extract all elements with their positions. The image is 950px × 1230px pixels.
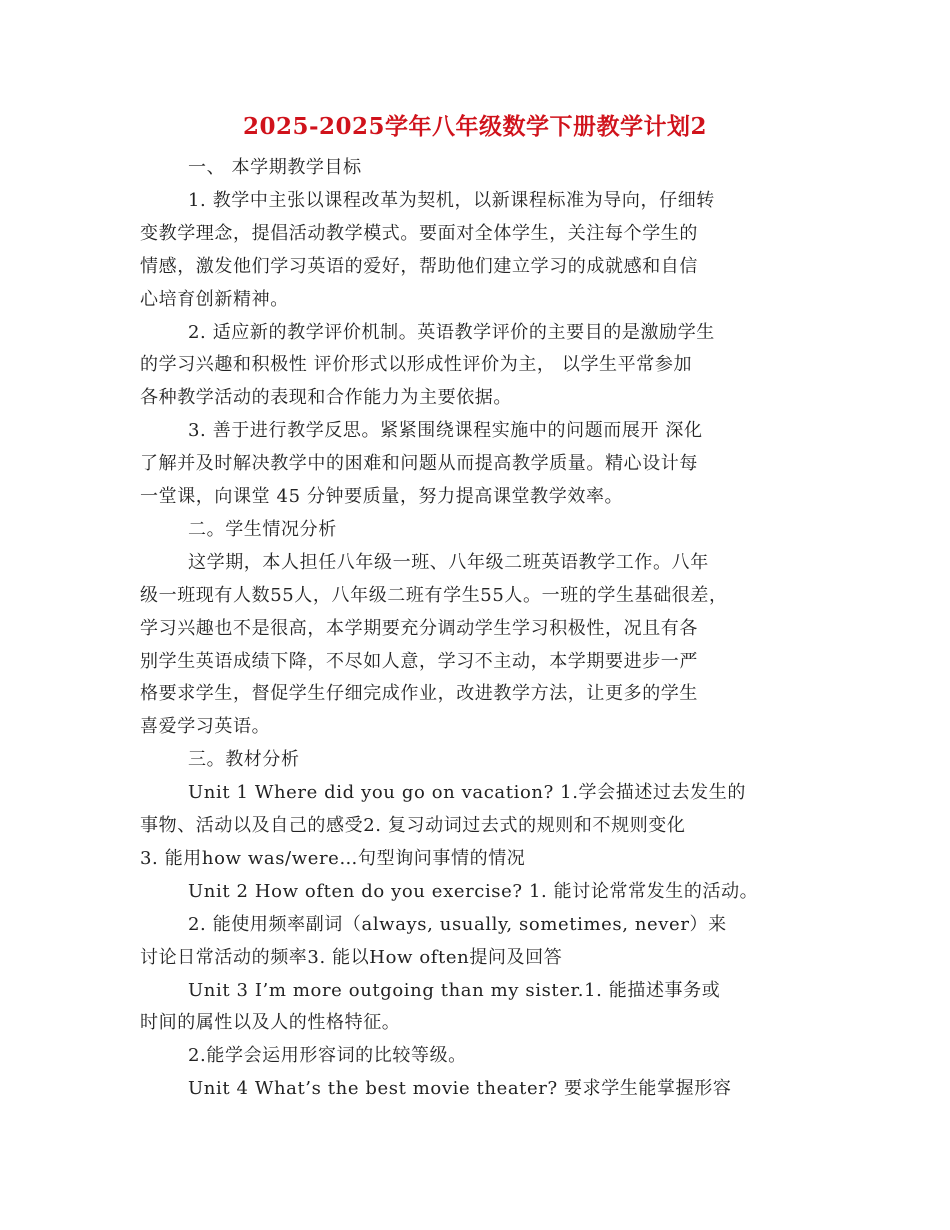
- paragraph-line: 级一班现有人数55人，八年级二班有学生55人。一班的学生基础很差，: [140, 584, 728, 606]
- paragraph-line: Unit 1 Where did you go on vacation? 1.学会描述过去发生的: [188, 782, 746, 804]
- paragraph-line: 了解并及时解决教学中的困难和问题从而提高教学质量。精心设计每: [140, 453, 698, 475]
- paragraph-line: 一堂课，向课堂 45 分钟要质量，努力提高课堂教学效率。: [140, 486, 624, 507]
- paragraph-line: 情感，激发他们学习英语的爱好，帮助他们建立学习的成就感和自信: [140, 255, 698, 277]
- paragraph-line: 讨论日常活动的频率3. 能以How often提问及回答: [140, 946, 563, 968]
- paragraph-line: 这学期，本人担任八年级一班、八年级二班英语教学工作。八年: [188, 551, 709, 573]
- paragraph-line: 时间的属性以及人的性格特征。: [140, 1012, 401, 1034]
- paragraph-line: 三。教材分析: [188, 749, 300, 771]
- paragraph-line: 的学习兴趣和积极性 评价形式以形成性评价为主， 以学生平常参加: [140, 354, 693, 376]
- paragraph-line: Unit 4 What’s the best movie theater? 要求学生能掌握形容: [188, 1078, 732, 1100]
- paragraph-line: 变教学理念，提倡活动教学模式。要面对全体学生，关注每个学生的: [140, 222, 698, 244]
- paragraph-line: 1. 教学中主张以课程改革为契机，以新课程标准为导向，仔细转: [188, 189, 715, 211]
- document-title: 2025-2025学年八年级数学下册教学计划2: [242, 113, 708, 140]
- paragraph-line: 别学生英语成绩下降，不尽如人意，学习不主动，本学期要进步一严: [140, 650, 698, 672]
- paragraph-line: 喜爱学习英语。: [140, 716, 271, 738]
- paragraph-line: 学习兴趣也不是很高，本学期要充分调动学生学习积极性，况且有各: [140, 617, 698, 639]
- paragraph-line: 一、 本学期教学目标: [188, 157, 362, 178]
- paragraph-line: 心培育创新精神。: [140, 288, 289, 310]
- paragraph-line: 2. 适应新的教学评价机制。英语教学评价的主要目的是激励学生: [188, 321, 715, 343]
- paragraph-line: 事物、活动以及自己的感受2. 复习动词过去式的规则和不规则变化: [140, 815, 686, 836]
- paragraph-line: Unit 3 I’m more outgoing than my sister.1. 能描述事务或: [188, 979, 721, 1001]
- paragraph-line: 各种教学活动的表现和合作能力为主要依据。: [140, 387, 512, 409]
- paragraph-line: 2.能学会运用形容词的比较等级。: [188, 1045, 467, 1067]
- paragraph-line: 3. 能用how was/were…句型询问事情的情况: [140, 847, 526, 869]
- paragraph-line: 2. 能使用频率副词（always, usually, sometimes, never）来: [188, 913, 727, 935]
- paragraph-line: 格要求学生，督促学生仔细完成作业，改进教学方法，让更多的学生: [140, 683, 698, 705]
- paragraph-line: 二。学生情况分析: [188, 518, 337, 540]
- paragraph-line: 3. 善于进行教学反思。紧紧围绕课程实施中的问题而展开 深化: [188, 420, 703, 442]
- paragraph-line: Unit 2 How often do you exercise? 1. 能讨论常常发生的活动。: [188, 880, 759, 902]
